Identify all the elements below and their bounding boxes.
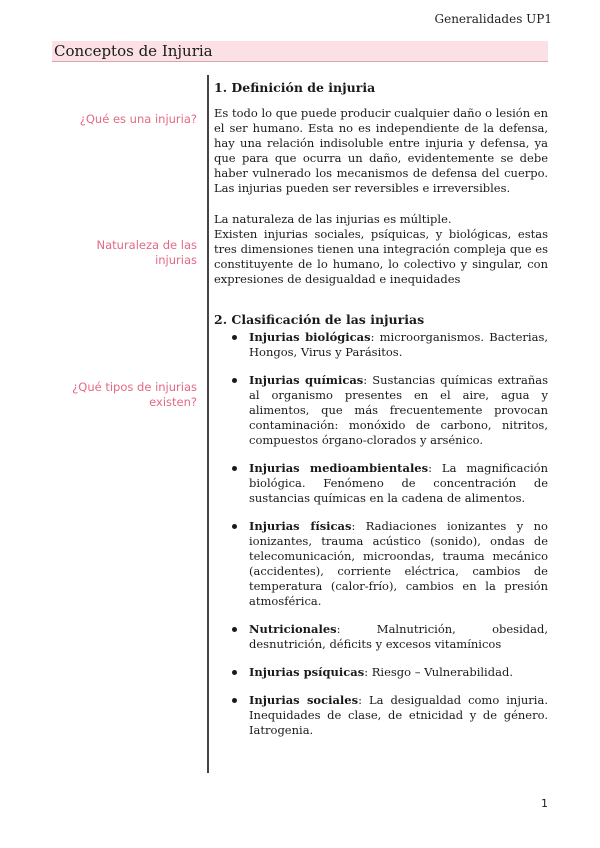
nature-paragraph: Existen injurias sociales, psíquicas, y biológicas, estas tres dimensiones tienen una integración compleja que es constituyente de lo humano, lo colectivo y singular, con expresiones de desigualdad e inequidades bbox=[214, 227, 548, 286]
list-item: Nutricionales: Malnutrición, obesidad, desnutrición, déficits y excesos vitamínicos bbox=[214, 622, 548, 652]
item-text: Malnutrición, obesidad, desnutrición, déficits y excesos vitamínicos bbox=[249, 622, 548, 651]
section-2 bbox=[214, 312, 548, 751]
classification-list bbox=[214, 330, 548, 738]
list-item: Injurias biológicas: microorganismos. Bacterias, Hongos, Virus y Parásitos. bbox=[214, 330, 548, 360]
cue-que-es-injuria: ¿Qué es una injuria? bbox=[79, 112, 197, 126]
section-2-heading: 2. Clasificación de las injurias bbox=[214, 312, 425, 327]
section-title: Conceptos de Injuria bbox=[52, 41, 548, 62]
list-item: Injurias sociales: La desigualdad como injuria. Inequidades de clase, de etnicidad y de género. Iatrogenia. bbox=[214, 693, 548, 738]
nature-line: La naturaleza de las injurias es múltiple. bbox=[214, 212, 452, 226]
item-text: Sustancias químicas extrañas al organismo presentes en el aire, agua y alimentos, que más frecuentemente provocan contaminación: monóxido de carbono, nitritos, compuestos órgano-clorados y arsénico. bbox=[249, 373, 548, 447]
page-number: 1 bbox=[541, 797, 548, 810]
column-divider bbox=[207, 75, 209, 773]
running-header: Generalidades UP1 bbox=[434, 12, 552, 26]
item-text: Riesgo – Vulnerabilidad. bbox=[368, 665, 513, 679]
section-1 bbox=[214, 80, 548, 287]
item-term: Nutricionales bbox=[249, 622, 337, 636]
list-item: Injurias psíquicas: Riesgo – Vulnerabilidad. bbox=[214, 665, 548, 680]
item-text: Radiaciones ionizantes y no ionizantes, trauma acústico (sonido), ondas de telecomunicación, microondas, trauma mecánico (accidentes), corriente eléctrica, cambios de temperatura (calor-frío), cambios en la presión atmosférica. bbox=[249, 519, 548, 608]
list-item: Injurias químicas: Sustancias químicas extrañas al organismo presentes en el aire, agua y alimentos, que más frecuentemente provocan contaminación: monóxido de carbono, nitritos, compuestos órgano-clorados y arsénico. bbox=[214, 373, 548, 448]
item-text: La magnificación biológica. Fenómeno de concentración de sustancias químicas en la cadena de alimentos. bbox=[249, 461, 548, 505]
item-term: Injurias biológicas bbox=[249, 330, 371, 344]
cue-naturaleza: Naturaleza de las injurias bbox=[96, 238, 197, 267]
item-text: microorganismos. Bacterias, Hongos, Virus y Parásitos. bbox=[249, 330, 549, 359]
item-term: Injurias medioambientales bbox=[249, 461, 429, 475]
list-item: Injurias físicas: Radiaciones ionizantes y no ionizantes, trauma acústico (sonido), ondas de telecomunicación, microondas, trauma mecánico (accidentes), corriente eléctrica, cambios de temperatura (calor-frío), cambios en la presión atmosférica. bbox=[214, 519, 548, 609]
item-term: Injurias psíquicas bbox=[249, 665, 365, 679]
item-term: Injurias sociales bbox=[249, 693, 359, 707]
cue-tipos-injurias: ¿Qué tipos de injurias existen? bbox=[72, 380, 197, 409]
definition-paragraph: Es todo lo que puede producir cualquier daño o lesión en el ser humano. Esta no es independiente de la defensa, hay una relación indisoluble entre injuria y defensa, ya que para que ocurra un daño, evidentemente se debe haber vulnerado los mecanismos de defensa del cuerpo. Las injurias pueden ser reversibles e irreversibles. bbox=[214, 106, 548, 195]
item-text: La desigualdad como injuria. Inequidades de clase, de etnicidad y de género. Iatrogenia. bbox=[249, 693, 548, 737]
item-term: Injurias físicas bbox=[249, 519, 352, 533]
item-term: Injurias químicas bbox=[249, 373, 364, 387]
list-item: Injurias medioambientales: La magnificación biológica. Fenómeno de concentración de sustancias químicas en la cadena de alimentos. bbox=[214, 461, 548, 506]
section-1-heading: 1. Definición de injuria bbox=[214, 80, 376, 95]
